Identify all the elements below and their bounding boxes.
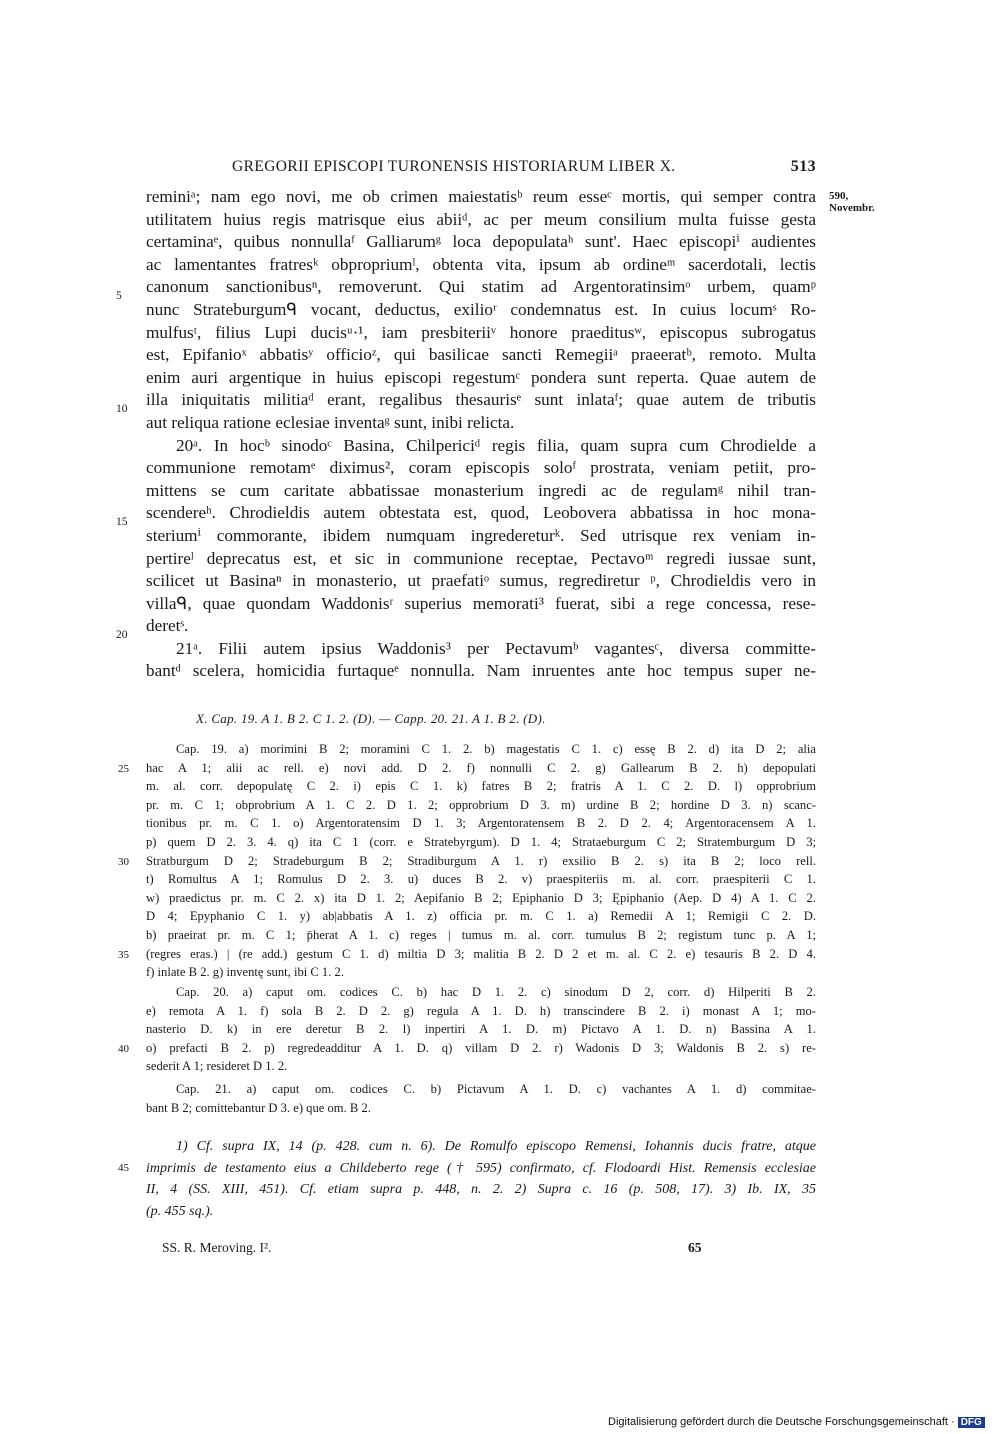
margin-date-month: Novembr.	[829, 202, 875, 214]
text-line: communione remotamᵉ diximus², coram episcopis soloᶠ prostrata, veniam petiit, pro-	[146, 458, 816, 478]
apparatus-line: Stratburgum D 2; Stradeburgum B 2; Stradiburgum A 1. r) exsilio B 2. s) ita B 2; loco rell.	[146, 853, 816, 868]
apparatus-line: w) praedictus pr. m. C 2. x) ita D 1. 2; Aepifanio B 2; Epiphanio D 3; Ępiphanio (Aep. D 4) A 1. C 2.	[146, 890, 816, 905]
text-line: illa iniquitatis militiaᵈ erant, regalibus thesaurisᵉ sunt inlataᶠ; quae autem de tributis	[146, 390, 816, 410]
text-line: aut reliqua ratione eclesiae inventaᵍ sunt, inibi relicta.	[146, 412, 515, 432]
line-number: 35	[118, 949, 129, 961]
text-line: enim auri argentique in huius episcopi regestumᶜ pondera sunt reperta. Quae autem de	[146, 367, 816, 387]
apparatus-line: nasterio D. k) in ere deretur B 2. l) inpertiri A 1. D. m) Pictavo A 1. D. n) Bassina A 1.	[146, 1022, 816, 1037]
footnote-line: imprimis de testamento eius a Childeberto rege († 595) confirmato, cf. Flodoardi Hist. Remensis ecclesiae	[146, 1160, 816, 1176]
apparatus-line: t) Romultus A 1; Romulus D 2. 3. u) duces B 2. v) praespiteriis m. al. corr. praespiterii C 1.	[146, 872, 816, 887]
line-number: 40	[118, 1043, 129, 1055]
text-line: reminiᵃ; nam ego novi, me ob crimen maiestatisᵇ reum esseᶜ mortis, qui semper contra	[146, 187, 816, 206]
text-line: utilitatem huius regis matrisque eius abiiᵈ, ac per meum consilium multa fuisse gesta	[146, 209, 816, 229]
text-line: 20ᵃ. In hocᵇ sinodoᶜ Basina, Chilpericiᵈ regis filia, quam supra cum Chrodielde a	[176, 435, 816, 455]
text-line: mittens se cum caritate abbatissae monasterium ingredi ac de regulamᵍ nihil tran-	[146, 480, 816, 500]
page-number: 513	[790, 158, 816, 175]
signature-mark: 65	[688, 1240, 702, 1255]
text-line: 21ᵃ. Filii autem ipsius Waddonis³ per Pectavumᵇ vagantesᶜ, diversa committe-	[176, 638, 816, 658]
text-line: pertireˡ deprecatus est, et sic in communione receptae, Pectavoᵐ regredi iussae sunt,	[146, 548, 816, 568]
apparatus-line: bant B 2; comittebantur D 3. e) que om. B 2.	[146, 1100, 371, 1115]
apparatus-line: sederit A 1; resideret D 1. 2.	[146, 1059, 288, 1074]
text-line: deretˢ.	[146, 616, 189, 636]
apparatus-line: p) quem D 2. 3. 4. q) ita C 1 (corr. e Stratebyrgum). D 1. 4; Strataeburgum C 2; Stratemburgum D 3;	[146, 834, 816, 849]
line-number: 20	[116, 629, 128, 641]
apparatus-cap19	[146, 740, 816, 982]
line-number: 5	[116, 290, 122, 302]
apparatus-cap21	[146, 1080, 816, 1117]
apparatus-line: b) praeirat pr. m. C 1; p̄herat A 1. c) reges | tumus m. al. corr. tumulus B 2; registum tunc p. A 1;	[146, 927, 816, 942]
running-header	[232, 158, 816, 176]
running-title: GREGORII EPISCOPI TURONENSIS HISTORIARUM LIBER X.	[232, 158, 676, 175]
line-number: 30	[118, 856, 129, 868]
main-text	[146, 186, 816, 683]
text-line: est, Epifanioˣ abbatisʸ officioᶻ, qui basilicae sancti Remegiiᵃ praeeratᵇ, remoto. Multa	[146, 345, 816, 365]
footnote-line: II, 4 (SS. XIII, 451). Cf. etiam supra p. 448, n. 2. 2) Supra c. 16 (p. 508, 17). 3) Ib. IX, 35	[146, 1182, 816, 1197]
apparatus-line: m. al. corr. depopulatę C 2. i) epis C 1. k) fatres B 2; fratris A 1. C 2. D. l) opprobrium	[146, 779, 816, 794]
margin-date	[829, 190, 875, 214]
dfg-logo: DFG	[958, 1417, 985, 1428]
apparatus-line: pr. m. C 1; obprobrium A 1. C 2. D 1. 2; opprobrium D 3. m) urdine B 2; hordine D 3. n) scanc-	[146, 797, 816, 812]
apparatus-line: Cap. 20. a) caput om. codices C. b) hac D 1. 2. c) sinodum D 2, corr. d) Hilperiti B 2.	[176, 985, 816, 999]
text-line: bantᵈ scelera, homicidia furtaqueᵉ nonnulla. Nam inruentes ante hoc tempus super ne-	[146, 661, 816, 681]
apparatus-line: hac A 1; alii ac rell. e) novi add. D 2. f) nonnulli C 2. g) Gallearum B 2. h) depopulati	[146, 760, 816, 775]
apparatus-line: D 4; Epyphanio C 1. y) ab|abbatis A 1. z) officia pr. m. C 1. a) Remedii A 1; Remigii C 2. D.	[146, 909, 816, 924]
line-number: 45	[118, 1162, 129, 1174]
text-line: steriumⁱ commorante, ibidem numquam ingredereturᵏ. Sed utrisque rex veniam in-	[146, 525, 816, 545]
text-line: canonum sanctionibusⁿ, removerunt. Qui statim ad Argentoratinsimᵒ urbem, quamᵖ	[146, 277, 816, 297]
apparatus-cap20	[146, 983, 816, 1076]
dfg-credit-text: Digitalisierung gefördert durch die Deutsche Forschungsgemeinschaft ·	[608, 1416, 955, 1428]
apparatus-line: (regres eras.) | (re add.) gestum C 1. d) miltia D 3; malitia B 2. D 2 et m. al. C 2. e) tesauris B 2. D 4.	[146, 946, 816, 961]
apparatus-line: o) prefacti B 2. p) regredeadditur A 1. D. q) villam D 2. r) Wadonis D 3; Waldonis B 2. s) re-	[146, 1040, 816, 1055]
apparatus-line: f) inlate B 2. g) inventę sunt, ibi C 1. 2.	[146, 965, 344, 980]
text-line: villaᑫ, quae quondam Waddonisʳ superius memorati³ fuerat, sibi a rege concessa, rese-	[146, 593, 816, 613]
text-line: scilicet ut Basinaⁿ in monasterio, ut praefatiᵒ sumus, regrediretur ᵖ, Chrodieldis vero in	[146, 571, 816, 591]
footnote-line: 1) Cf. supra IX, 14 (p. 428. cum n. 6). De Romulfo episcopo Remensi, Iohannis ducis fratre, atque	[176, 1139, 816, 1154]
text-line: certaminaᵉ, quibus nonnullaᶠ Galliarumᵍ loca depopulataʰ sunt'. Haec episcopiⁱ audientes	[146, 232, 816, 252]
apparatus-line: e) remota A 1. f) sola B 2. D 2. g) regula A 1. D. h) transcindere B 2. i) monast A 1; mo-	[146, 1003, 816, 1018]
apparatus-line: tionibus pr. m. C 1. o) Argentoratensim D 1. 3; Argentoratensem B 2. D 2. 4; Argentoracensem A 1.	[146, 816, 816, 831]
manuscript-sigla: X. Cap. 19. A 1. B 2. C 1. 2. (D). — Capp. 20. 21. A 1. B 2. (D).	[196, 711, 546, 726]
footnotes	[146, 1136, 816, 1222]
text-line: ac lamentantes fratresᵏ obpropriumˡ, obtenta vita, ipsum ab ordineᵐ sacerdotali, lectis	[146, 254, 816, 274]
apparatus-line: Cap. 21. a) caput om. codices C. b) Pictavum A 1. D. c) vachantes A 1. d) commitae-	[176, 1082, 816, 1096]
line-number: 10	[116, 403, 128, 415]
text-line: nunc Strateburgumᑫ vocant, deductus, exilioʳ condemnatus est. In cuius locumˢ Ro-	[146, 299, 816, 319]
text-line: mulfusᵗ, filius Lupi ducisᵘ·¹, iam presbiteriiᵛ honore praeditusʷ, episcopus subrogatus	[146, 322, 816, 342]
margin-date-year: 590,	[829, 190, 849, 202]
text-line: scendereʰ. Chrodieldis autem obtestata est, quod, Leobovera abbatissa in hoc mona-	[146, 503, 816, 523]
series-footer: SS. R. Meroving. I².	[162, 1240, 272, 1255]
line-number: 15	[116, 516, 128, 528]
footnote-line: (p. 455 sq.).	[146, 1203, 214, 1219]
apparatus-line: Cap. 19. a) morimini B 2; moramini C 1. 2. b) magestatis C 1. c) essę B 2. d) ita D 2; alia	[176, 742, 816, 756]
dfg-credit	[608, 1416, 985, 1428]
line-number: 25	[118, 763, 129, 775]
